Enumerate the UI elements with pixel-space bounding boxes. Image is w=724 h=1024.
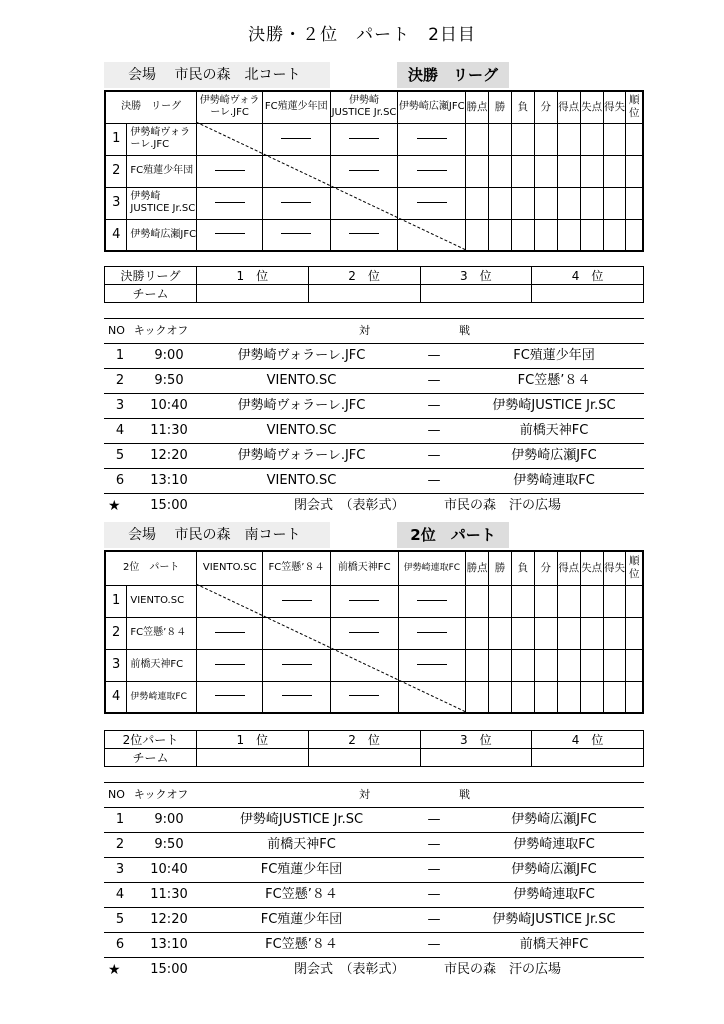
away-team: FC笠懸’８４: [517, 373, 591, 388]
match-time: 10:40: [150, 398, 188, 413]
row-team: 伊勢崎広瀬JFC: [127, 219, 197, 251]
grid-corner: 決勝 リーグ: [105, 91, 197, 123]
col-draws: 分: [534, 551, 557, 585]
match-time: 9:00: [154, 812, 184, 827]
vs-dash: —: [427, 423, 441, 438]
venue-banner: [104, 522, 330, 548]
vs-header-b: 戦: [459, 788, 470, 801]
match-time: 13:10: [150, 473, 188, 488]
grid-row: [105, 585, 643, 617]
row-number: 4: [105, 681, 127, 713]
vs-dash: —: [427, 448, 441, 463]
closing-row: [104, 958, 644, 982]
vs-dash: —: [427, 398, 441, 413]
star-icon: ★: [108, 962, 121, 978]
schedule-header: [104, 318, 644, 343]
col-team-1: 伊勢崎ヴォラーレ.JFC: [197, 91, 263, 123]
kickoff-header: キックオフ: [133, 788, 189, 801]
col-team-3: 前橋天神FC: [330, 551, 398, 585]
away-team: 伊勢崎連取FC: [513, 837, 595, 852]
rank-2: 2 位: [308, 267, 420, 285]
home-team: FC殖蓮少年団: [260, 912, 343, 927]
rank-3: 3 位: [420, 267, 532, 285]
match-row: [104, 807, 644, 832]
venue-label: 会場: [128, 67, 156, 83]
vs-header-a: 対: [359, 324, 370, 337]
vs-dash: —: [427, 348, 441, 363]
away-team: 伊勢崎広瀬JFC: [511, 448, 597, 463]
venue-name: 市民の森 北コート: [174, 67, 301, 83]
closing-event: 閉会式 （表彰式）: [294, 962, 405, 977]
col-goals-for: 得点: [557, 551, 580, 585]
vs-dash: —: [427, 862, 441, 877]
col-team-2: FC笠懸’８４: [263, 551, 331, 585]
away-team: 伊勢崎連取FC: [513, 473, 595, 488]
match-row: [104, 907, 644, 932]
col-goal-diff: 得失: [603, 551, 626, 585]
match-no: 1: [115, 812, 125, 827]
match-no: 4: [115, 887, 125, 902]
away-team: FC殖蓮少年団: [513, 348, 595, 363]
match-no: 5: [115, 448, 125, 463]
grid-row: [105, 219, 643, 251]
col-draws: 分: [534, 91, 557, 123]
col-team-4: 伊勢崎広瀬JFC: [398, 91, 466, 123]
match-row: [104, 368, 644, 393]
match-row: [104, 468, 644, 494]
closing-time: 15:00: [150, 498, 188, 513]
col-wins: 勝: [489, 551, 512, 585]
away-team: 前橋天神FC: [519, 423, 589, 438]
row-team: FC殖蓮少年団: [127, 155, 197, 187]
match-time: 9:50: [154, 373, 184, 388]
closing-place: 市民の森 汗の広場: [444, 962, 562, 977]
home-team: VIENTO.SC: [266, 473, 337, 488]
col-goals-for: 得点: [557, 91, 580, 123]
home-team: 伊勢崎JUSTICE Jr.SC: [239, 812, 364, 827]
vs-dash: —: [427, 887, 441, 902]
away-team: 伊勢崎JUSTICE Jr.SC: [492, 912, 616, 927]
home-team: FC殖蓮少年団: [260, 862, 343, 877]
schedule: [104, 782, 644, 982]
match-time: 11:30: [150, 887, 188, 902]
venue-label: 会場: [128, 527, 156, 543]
row-number: 2: [105, 155, 127, 187]
col-points: 勝点: [466, 551, 489, 585]
match-row: [104, 882, 644, 907]
closing-row: [104, 494, 644, 518]
rank-4: 4 位: [532, 731, 644, 749]
row-team: 伊勢崎ヴォラーレ.JFC: [127, 123, 197, 155]
grid-corner: 2位 パート: [105, 551, 197, 585]
match-row: [104, 418, 644, 443]
away-team: 伊勢崎広瀬JFC: [511, 812, 597, 827]
match-no: 3: [115, 862, 125, 877]
row-number: 1: [105, 585, 127, 617]
away-team: 伊勢崎連取FC: [513, 887, 595, 902]
match-no: 4: [115, 423, 125, 438]
league-label: 2位 パート: [397, 522, 509, 548]
row-number: 4: [105, 219, 127, 251]
away-team: 伊勢崎JUSTICE Jr.SC: [492, 398, 616, 413]
away-team: 前橋天神FC: [519, 937, 589, 952]
away-team: 伊勢崎広瀬JFC: [511, 862, 597, 877]
col-losses: 負: [511, 551, 534, 585]
col-goals-against: 失点: [580, 551, 603, 585]
league-grid: [104, 90, 644, 252]
match-row: [104, 932, 644, 958]
row-number: 3: [105, 649, 127, 681]
col-wins: 勝: [489, 91, 512, 123]
home-team: 伊勢崎ヴォラーレ.JFC: [237, 448, 366, 463]
match-row: [104, 443, 644, 468]
match-no: 2: [115, 837, 125, 852]
row-number: 1: [105, 123, 127, 155]
rank-1: 1 位: [197, 267, 309, 285]
col-points: 勝点: [466, 91, 489, 123]
vs-dash: —: [427, 912, 441, 927]
match-time: 9:00: [154, 348, 184, 363]
match-row: [104, 393, 644, 418]
match-row: [104, 857, 644, 882]
rank-table: [104, 266, 644, 303]
col-losses: 負: [511, 91, 534, 123]
home-team: FC笠懸’８４: [265, 937, 338, 952]
col-goal-diff: 得失: [603, 91, 626, 123]
grid-row: [105, 187, 643, 219]
col-rank: 順位: [626, 91, 643, 123]
league-grid: [104, 550, 644, 714]
row-number: 3: [105, 187, 127, 219]
row-team: 伊勢崎連取FC: [127, 681, 197, 713]
rank-2: 2 位: [308, 731, 420, 749]
col-goals-against: 失点: [580, 91, 603, 123]
match-no: 1: [115, 348, 125, 363]
col-team-1: VIENTO.SC: [197, 551, 263, 585]
match-time: 11:30: [150, 423, 188, 438]
no-header: NO: [108, 788, 125, 801]
closing-time: 15:00: [150, 962, 188, 977]
col-team-2: FC殖蓮少年団: [262, 91, 330, 123]
vs-header-a: 対: [359, 788, 370, 801]
home-team: VIENTO.SC: [266, 373, 337, 388]
home-team: 前橋天神FC: [267, 837, 336, 852]
match-time: 10:40: [150, 862, 188, 877]
vs-dash: —: [427, 473, 441, 488]
home-team: VIENTO.SC: [266, 423, 337, 438]
match-no: 6: [115, 937, 125, 952]
home-team: FC笠懸’８４: [265, 887, 338, 902]
match-time: 13:10: [150, 937, 188, 952]
home-team: 伊勢崎ヴォラーレ.JFC: [237, 348, 366, 363]
grid-row: [105, 649, 643, 681]
venue-banner: [104, 62, 330, 88]
vs-dash: —: [427, 937, 441, 952]
rank-label: 2位パート: [105, 731, 197, 749]
league-label: 決勝 リーグ: [397, 62, 509, 88]
schedule-header: [104, 782, 644, 807]
vs-dash: —: [427, 837, 441, 852]
col-team-3: 伊勢崎 JUSTICE Jr.SC: [330, 91, 398, 123]
page-title: 決勝・２位 パート 2日目: [248, 25, 476, 45]
match-time: 12:20: [150, 912, 188, 927]
row-team: 前橋天神FC: [127, 649, 197, 681]
grid-row: [105, 681, 643, 713]
rank-4: 4 位: [532, 267, 644, 285]
home-team: 伊勢崎ヴォラーレ.JFC: [237, 398, 366, 413]
vs-header-b: 戦: [459, 324, 470, 337]
closing-place: 市民の森 汗の広場: [444, 498, 562, 513]
grid-row: [105, 123, 643, 155]
kickoff-header: キックオフ: [133, 324, 189, 337]
match-no: 3: [115, 398, 125, 413]
vs-dash: —: [427, 812, 441, 827]
row-team: FC笠懸’８４: [127, 617, 197, 649]
rank-3: 3 位: [420, 731, 532, 749]
grid-row: [105, 155, 643, 187]
col-rank: 順位: [626, 551, 643, 585]
no-header: NO: [108, 324, 125, 337]
col-team-4: 伊勢崎連取FC: [398, 551, 466, 585]
rank-1: 1 位: [197, 731, 309, 749]
closing-event: 閉会式 （表彰式）: [294, 498, 405, 513]
match-row: [104, 832, 644, 857]
team-label: チーム: [105, 285, 197, 303]
vs-dash: —: [427, 373, 441, 388]
match-time: 12:20: [150, 448, 188, 463]
grid-row: [105, 617, 643, 649]
match-no: 5: [115, 912, 125, 927]
rank-label: 決勝リーグ: [105, 267, 197, 285]
match-no: 6: [115, 473, 125, 488]
match-row: [104, 343, 644, 368]
row-team: 伊勢崎JUSTICE Jr.SC: [127, 187, 197, 219]
rank-table: [104, 730, 644, 767]
match-no: 2: [115, 373, 125, 388]
star-icon: ★: [108, 498, 121, 514]
match-time: 9:50: [154, 837, 184, 852]
venue-name: 市民の森 南コート: [174, 527, 301, 543]
schedule: [104, 318, 644, 518]
row-number: 2: [105, 617, 127, 649]
team-label: チーム: [105, 749, 197, 767]
row-team: VIENTO.SC: [127, 585, 197, 617]
